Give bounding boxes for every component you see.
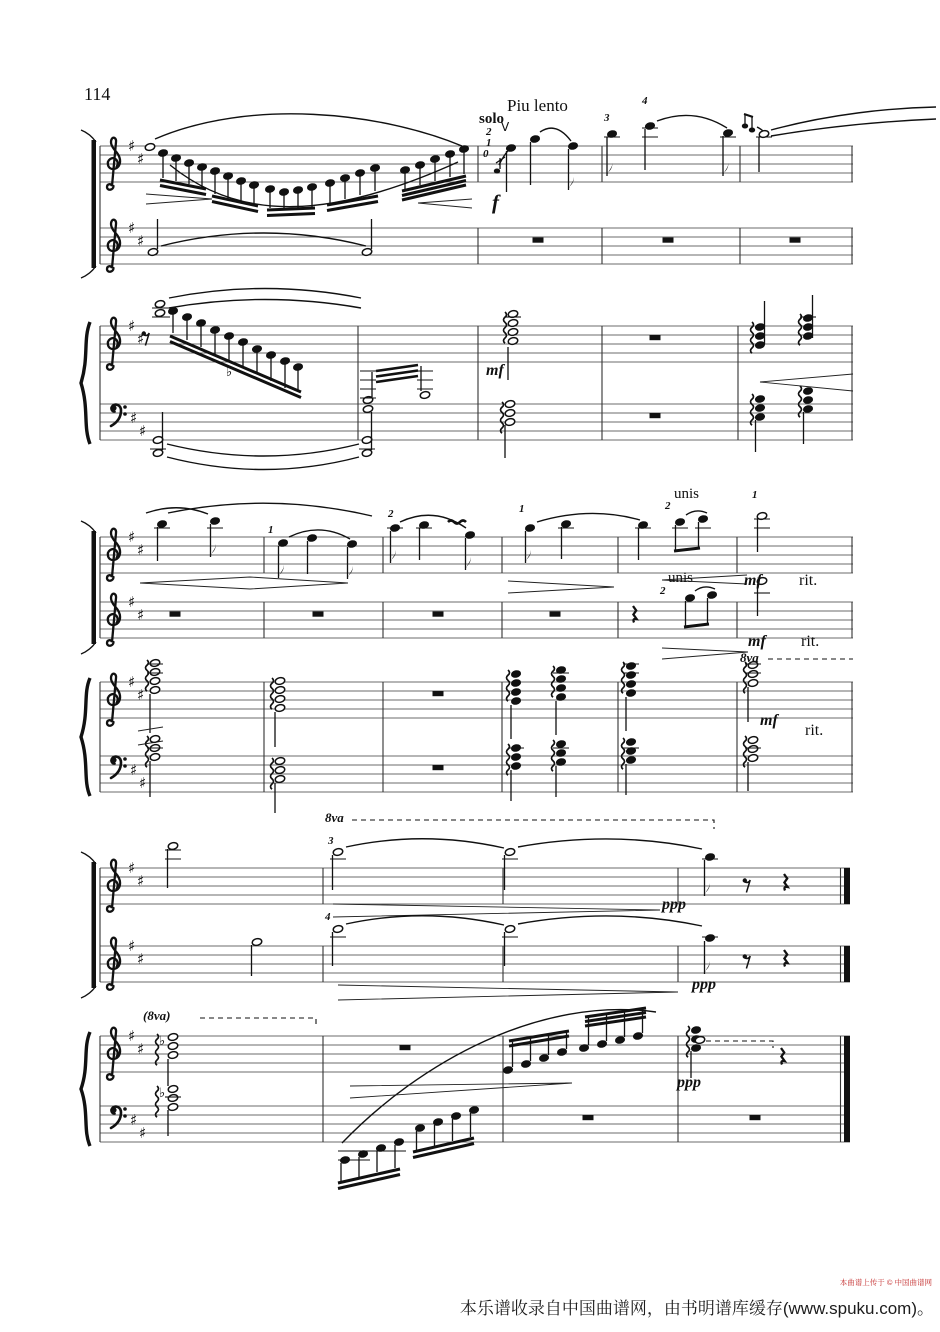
tempo-marking: Piu lento <box>507 96 568 115</box>
sharp-icon: ♯ <box>128 317 136 335</box>
fingering: 1 <box>268 524 274 536</box>
dynamic-mf: mf <box>760 712 778 729</box>
arpeggio-icon <box>552 666 555 697</box>
piano-brace <box>81 678 90 796</box>
bass-clef-icon <box>111 757 127 778</box>
fingering: 3 <box>328 835 334 847</box>
sharp-icon: ♯ <box>128 528 136 546</box>
arpeggio-icon <box>271 678 274 709</box>
fingering: 2 <box>388 508 394 520</box>
sharp-icon: ♯ <box>130 1111 138 1129</box>
sharp-icon: ♯ <box>128 1027 136 1045</box>
sharp-icon: ♯ <box>128 137 136 155</box>
whole-rest <box>433 691 444 696</box>
sharp-icon: ♯ <box>130 409 138 427</box>
sharp-icon: ♯ <box>137 606 145 624</box>
site-watermark: 本曲谱上传于 © 中国曲谱网 <box>839 1278 932 1287</box>
eighth-rest <box>743 878 751 892</box>
arpeggio-icon <box>687 1026 690 1057</box>
fingering: 1 <box>519 503 525 515</box>
system-4-piano <box>81 659 853 813</box>
fingering: 4 <box>642 95 648 107</box>
unison-marking: unis <box>668 570 694 586</box>
whole-rest <box>650 335 661 340</box>
whole-rest <box>750 1115 761 1120</box>
quarter-rest <box>784 950 788 967</box>
dynamic-mf: mf <box>486 362 504 379</box>
fingering: 0 <box>483 148 489 160</box>
up-bow-mark: V <box>501 120 510 134</box>
flat-icon: ♭ <box>159 1034 166 1049</box>
arpeggio-icon <box>507 670 510 701</box>
arpeggio-icon <box>146 736 149 767</box>
eighth-rest <box>743 954 751 968</box>
system-2-piano <box>81 289 853 470</box>
quarter-rest <box>784 874 788 891</box>
sharp-icon: ♯ <box>128 219 136 237</box>
octave-marking: (8va) <box>143 1008 171 1023</box>
fingering: 2 <box>660 585 666 597</box>
arpeggio-icon <box>552 740 555 771</box>
sharp-icon: ♯ <box>137 232 145 250</box>
solo-marking: solo <box>479 111 505 127</box>
arpeggio-icon <box>622 662 625 693</box>
sharp-icon: ♯ <box>137 330 145 348</box>
final-barline <box>844 868 850 904</box>
sharp-icon: ♯ <box>128 859 136 877</box>
sharp-icon: ♯ <box>139 422 147 440</box>
octave-marking: 8va <box>740 650 759 665</box>
sharp-icon: ♯ <box>137 150 145 168</box>
page-number: 114 <box>84 84 111 104</box>
whole-rest <box>400 1045 411 1050</box>
sharp-icon: ♯ <box>137 541 145 559</box>
sharp-icon: ♯ <box>128 937 136 955</box>
ritardando-marking: rit. <box>801 633 820 650</box>
violin-bracket <box>92 862 97 988</box>
whole-rest <box>550 612 561 617</box>
whole-rest <box>170 612 181 617</box>
quarter-rest <box>633 606 637 623</box>
sharp-icon: ♯ <box>139 774 147 792</box>
dynamic-ppp: ppp <box>662 896 686 913</box>
dynamic-f: f <box>492 190 499 214</box>
violin-bracket <box>92 531 97 644</box>
whole-rest <box>790 238 801 243</box>
system-5-piano <box>81 1008 850 1189</box>
system-3-violins <box>81 503 853 659</box>
whole-rest <box>663 238 674 243</box>
sharp-icon: ♯ <box>137 1040 145 1058</box>
bass-clef-icon <box>111 1107 127 1128</box>
whole-rest <box>650 413 661 418</box>
sharp-icon: ♯ <box>130 761 138 779</box>
arpeggio-icon <box>501 402 504 433</box>
arpeggio-icon <box>744 662 747 693</box>
arpeggio-icon <box>751 394 754 425</box>
bass-clef-icon <box>111 405 127 426</box>
system-5-violins <box>81 820 850 1000</box>
sharp-icon: ♯ <box>137 872 145 890</box>
unison-marking: unis <box>674 486 700 502</box>
fingering: 2 <box>486 126 492 138</box>
fingering: 1 <box>752 489 758 501</box>
dynamic-mf: mf <box>748 633 766 650</box>
sharp-icon: ♯ <box>139 1124 147 1142</box>
dynamic-ppp: ppp <box>692 976 716 993</box>
sharp-icon: ♯ <box>137 950 145 968</box>
fingering: 3 <box>604 112 610 124</box>
footer-credit: 本乐谱收录自中国曲谱网，由书明谱库缓存(www.spuku.com)。 <box>459 1299 934 1318</box>
whole-rest <box>583 1115 594 1120</box>
whole-rest <box>433 612 444 617</box>
fingering: 1 <box>486 137 492 149</box>
ritardando-marking: rit. <box>805 722 824 739</box>
sharp-icon: ♯ <box>128 593 136 611</box>
whole-rest <box>433 765 444 770</box>
flat-icon: ♭ <box>226 365 233 380</box>
arpeggio-icon <box>799 314 802 345</box>
dynamic-mf: mf <box>744 572 762 589</box>
arpeggio-icon <box>744 736 747 767</box>
sharp-icon: ♯ <box>128 673 136 691</box>
violin-bracket <box>92 140 97 268</box>
flat-icon: ♭ <box>159 1086 166 1101</box>
dynamic-ppp: ppp <box>677 1074 701 1091</box>
arpeggio-icon <box>507 744 510 775</box>
piano-brace <box>81 1032 90 1146</box>
whole-rest <box>533 238 544 243</box>
fingering: 2 <box>665 500 671 512</box>
fingering: 4 <box>325 911 331 923</box>
final-barline <box>844 946 850 982</box>
arpeggio-icon <box>751 322 754 353</box>
arpeggio-icon <box>146 660 149 691</box>
quarter-rest <box>781 1048 785 1065</box>
piano-brace <box>81 322 90 444</box>
arpeggio-icon <box>271 758 274 789</box>
octave-marking: 8va <box>325 810 344 825</box>
whole-rest <box>313 612 324 617</box>
sharp-icon: ♯ <box>137 686 145 704</box>
final-barline <box>844 1036 850 1142</box>
ritardando-marking: rit. <box>799 572 818 589</box>
